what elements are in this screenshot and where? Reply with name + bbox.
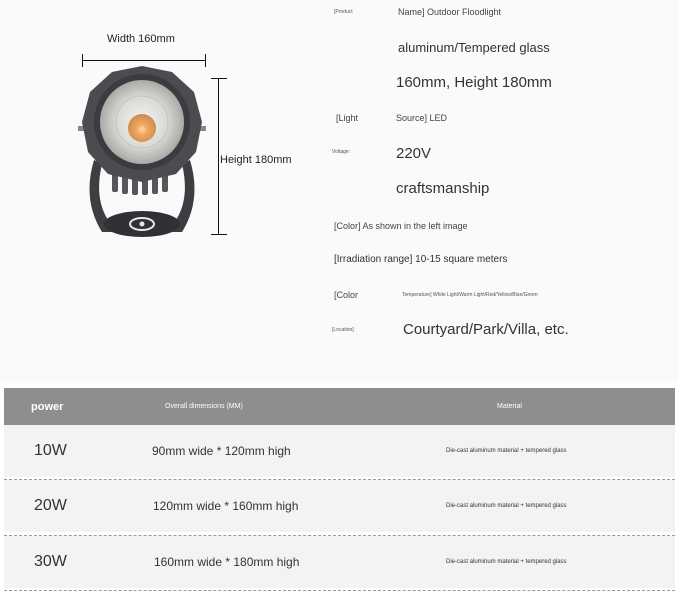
header-dimensions: Overall dimensions (MM) (165, 403, 243, 410)
spec-key-5: Voltage: (332, 149, 351, 155)
cell-material: Die-cast aluminum material + tempered glass (446, 503, 567, 509)
cell-power: 10W (34, 442, 67, 459)
cell-material: Die-cast aluminum material + tempered glass (446, 448, 567, 454)
header-power: power (31, 400, 64, 413)
height-label: Height 180mm (220, 154, 292, 166)
header-material: Material (497, 403, 522, 410)
row-divider (4, 590, 675, 591)
floodlight-image (72, 60, 212, 245)
table-row (4, 480, 675, 532)
led-chip (128, 114, 156, 142)
cell-dimensions: 90mm wide * 120mm high (152, 444, 291, 458)
table-row (4, 425, 675, 477)
spec-key-9: [Color (334, 290, 359, 300)
width-label: Width 160mm (107, 33, 175, 45)
spec-value-5: 220V (396, 145, 432, 162)
cell-dimensions: 120mm wide * 160mm high (153, 499, 299, 513)
spec-value-1: Name] Outdoor Floodlight (398, 7, 502, 17)
spec-value-7: [Color] As shown in the left image (334, 221, 468, 231)
cell-material: Die-cast aluminum material + tempered glass (446, 559, 567, 565)
spec-value-2: aluminum/Tempered glass (398, 40, 550, 55)
cell-power: 30W (34, 553, 67, 570)
spec-key-4: [Light (336, 113, 359, 123)
spec-value-8: [Irradiation range] 10-15 square meters (334, 254, 508, 265)
table-header (4, 388, 675, 425)
specs-table (4, 388, 675, 570)
spec-value-9: Temperature] White Light/Warm Light/Red/Yellow/Blue/Green (402, 292, 538, 298)
cell-dimensions: 160mm wide * 180mm high (154, 555, 300, 569)
height-dimension-line (218, 78, 219, 235)
height-dimension-tick-bottom (211, 234, 227, 235)
spec-key-1: [Product (334, 9, 353, 15)
cell-power: 20W (34, 497, 67, 514)
spec-value-4: Source] LED (396, 113, 448, 123)
spec-value-3: 160mm, Height 180mm (396, 74, 552, 91)
spec-key-10: [Location] (332, 327, 354, 333)
height-dimension-tick-top (211, 78, 227, 79)
spec-value-10: Courtyard/Park/Villa, etc. (403, 321, 569, 338)
table-row (4, 536, 675, 588)
spec-value-6: craftsmanship (396, 180, 490, 197)
